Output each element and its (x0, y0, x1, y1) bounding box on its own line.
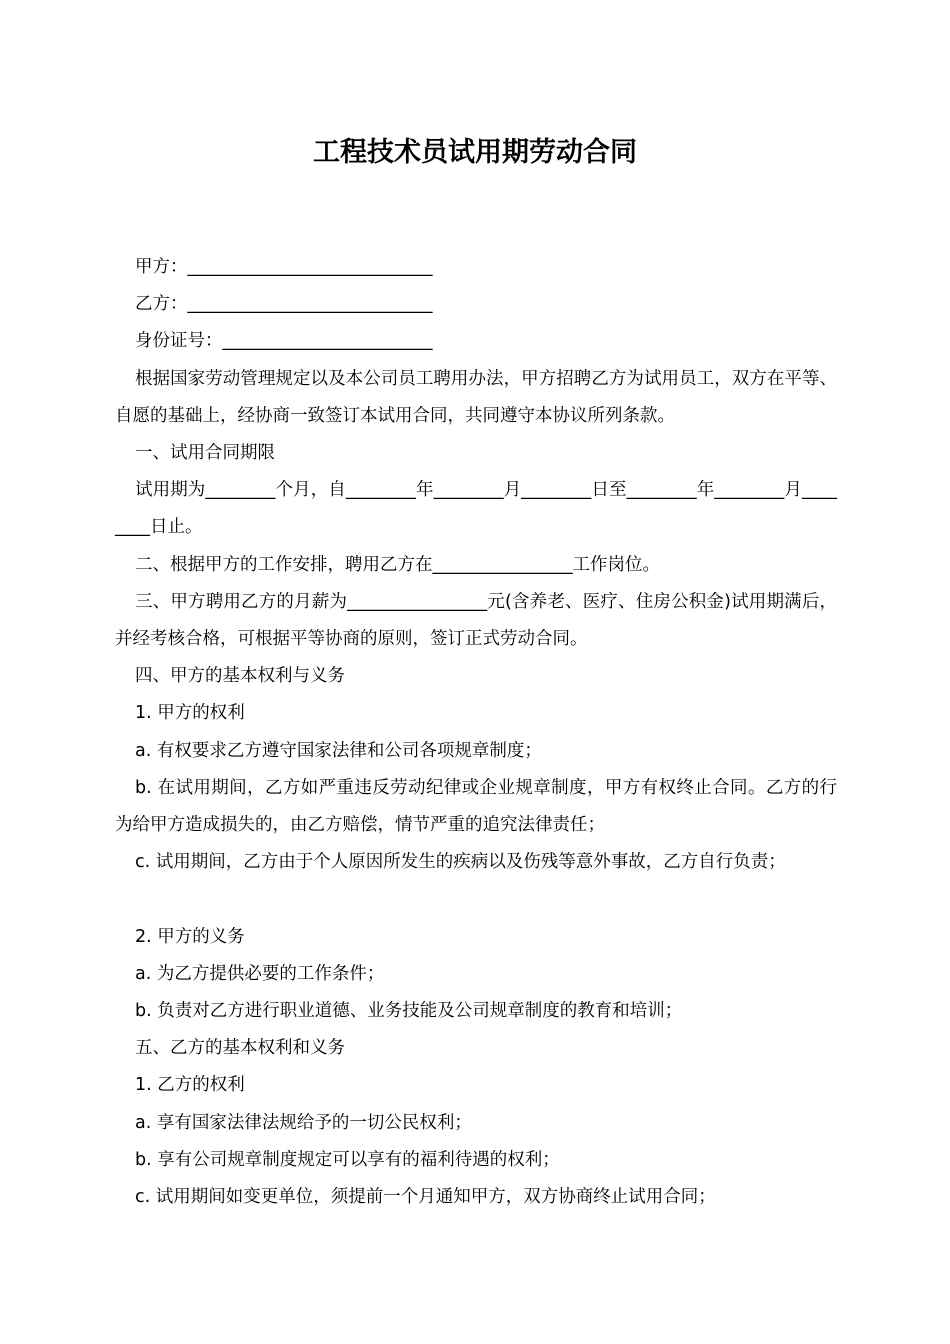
party-b-rights-item-c: c. 试用期间如变更单位，须提前一个月通知甲方，双方协商终止试用合同； (135, 1187, 716, 1208)
party-a-duties-item-b: b. 负责对乙方进行职业道德、业务技能及公司规章制度的教育和培训； (135, 1001, 683, 1022)
section4-heading: 四、甲方的基本权利与义务 (135, 666, 345, 687)
party-a-rights-item-b: b. 在试用期间，乙方如严重违反劳动纪律或企业规章制度，甲方有权终止合同。乙方的行为给甲方造成损失的，由乙方赔偿，情节严重的追究法律责任； (115, 777, 837, 836)
document-title: 工程技术员试用期劳动合同 (313, 137, 637, 168)
preamble-paragraph: 根据国家劳动管理规定以及本公司员工聘用办法，甲方招聘乙方为试用员工，双方在平等、自愿的基础上，经协商一致签订本试用合同，共同遵守本协议所列条款。 (115, 368, 837, 426)
party-a-line: 甲方：____________________________ (135, 257, 433, 277)
section1-body: 试用期为________个月，自________年________月________日至________年________月________日止。 (115, 480, 837, 538)
blank-spacer (115, 881, 837, 918)
party-a-rights-item-a: a. 有权要求乙方遵守国家法律和公司各项规章制度； (135, 740, 542, 761)
section3-paragraph: 三、甲方聘用乙方的月薪为________________元(含养老、医疗、住房公积金)试用期满后，并经考核合格，可根据平等协商的原则，签订正式劳动合同。 (115, 591, 837, 650)
party-a-duties-item-a: a. 为乙方提供必要的工作条件； (135, 963, 385, 984)
section1-heading: 一、试用合同期限 (135, 443, 275, 464)
section2-paragraph: 二、根据甲方的工作安排，聘用乙方在________________工作岗位。 (135, 554, 660, 575)
section5-heading: 五、乙方的基本权利和义务 (135, 1038, 345, 1059)
party-b-rights-item-b: b. 享有公司规章制度规定可以享有的福利待遇的权利； (135, 1149, 560, 1170)
party-b-rights-heading: 1. 乙方的权利 (135, 1075, 245, 1096)
party-a-rights-heading: 1. 甲方的权利 (135, 703, 245, 724)
party-a-rights-item-c: c. 试用期间，乙方由于个人原因所发生的疾病以及伤残等意外事故，乙方自行负责； (135, 852, 786, 873)
party-b-rights-item-a: a. 享有国家法律法规给予的一切公民权利； (135, 1112, 472, 1133)
party-b-line: 乙方：____________________________ (135, 294, 433, 315)
document-body (115, 249, 837, 1216)
id-number-line: 身份证号：________________________ (135, 331, 433, 352)
party-a-duties-heading: 2. 甲方的义务 (135, 926, 245, 947)
